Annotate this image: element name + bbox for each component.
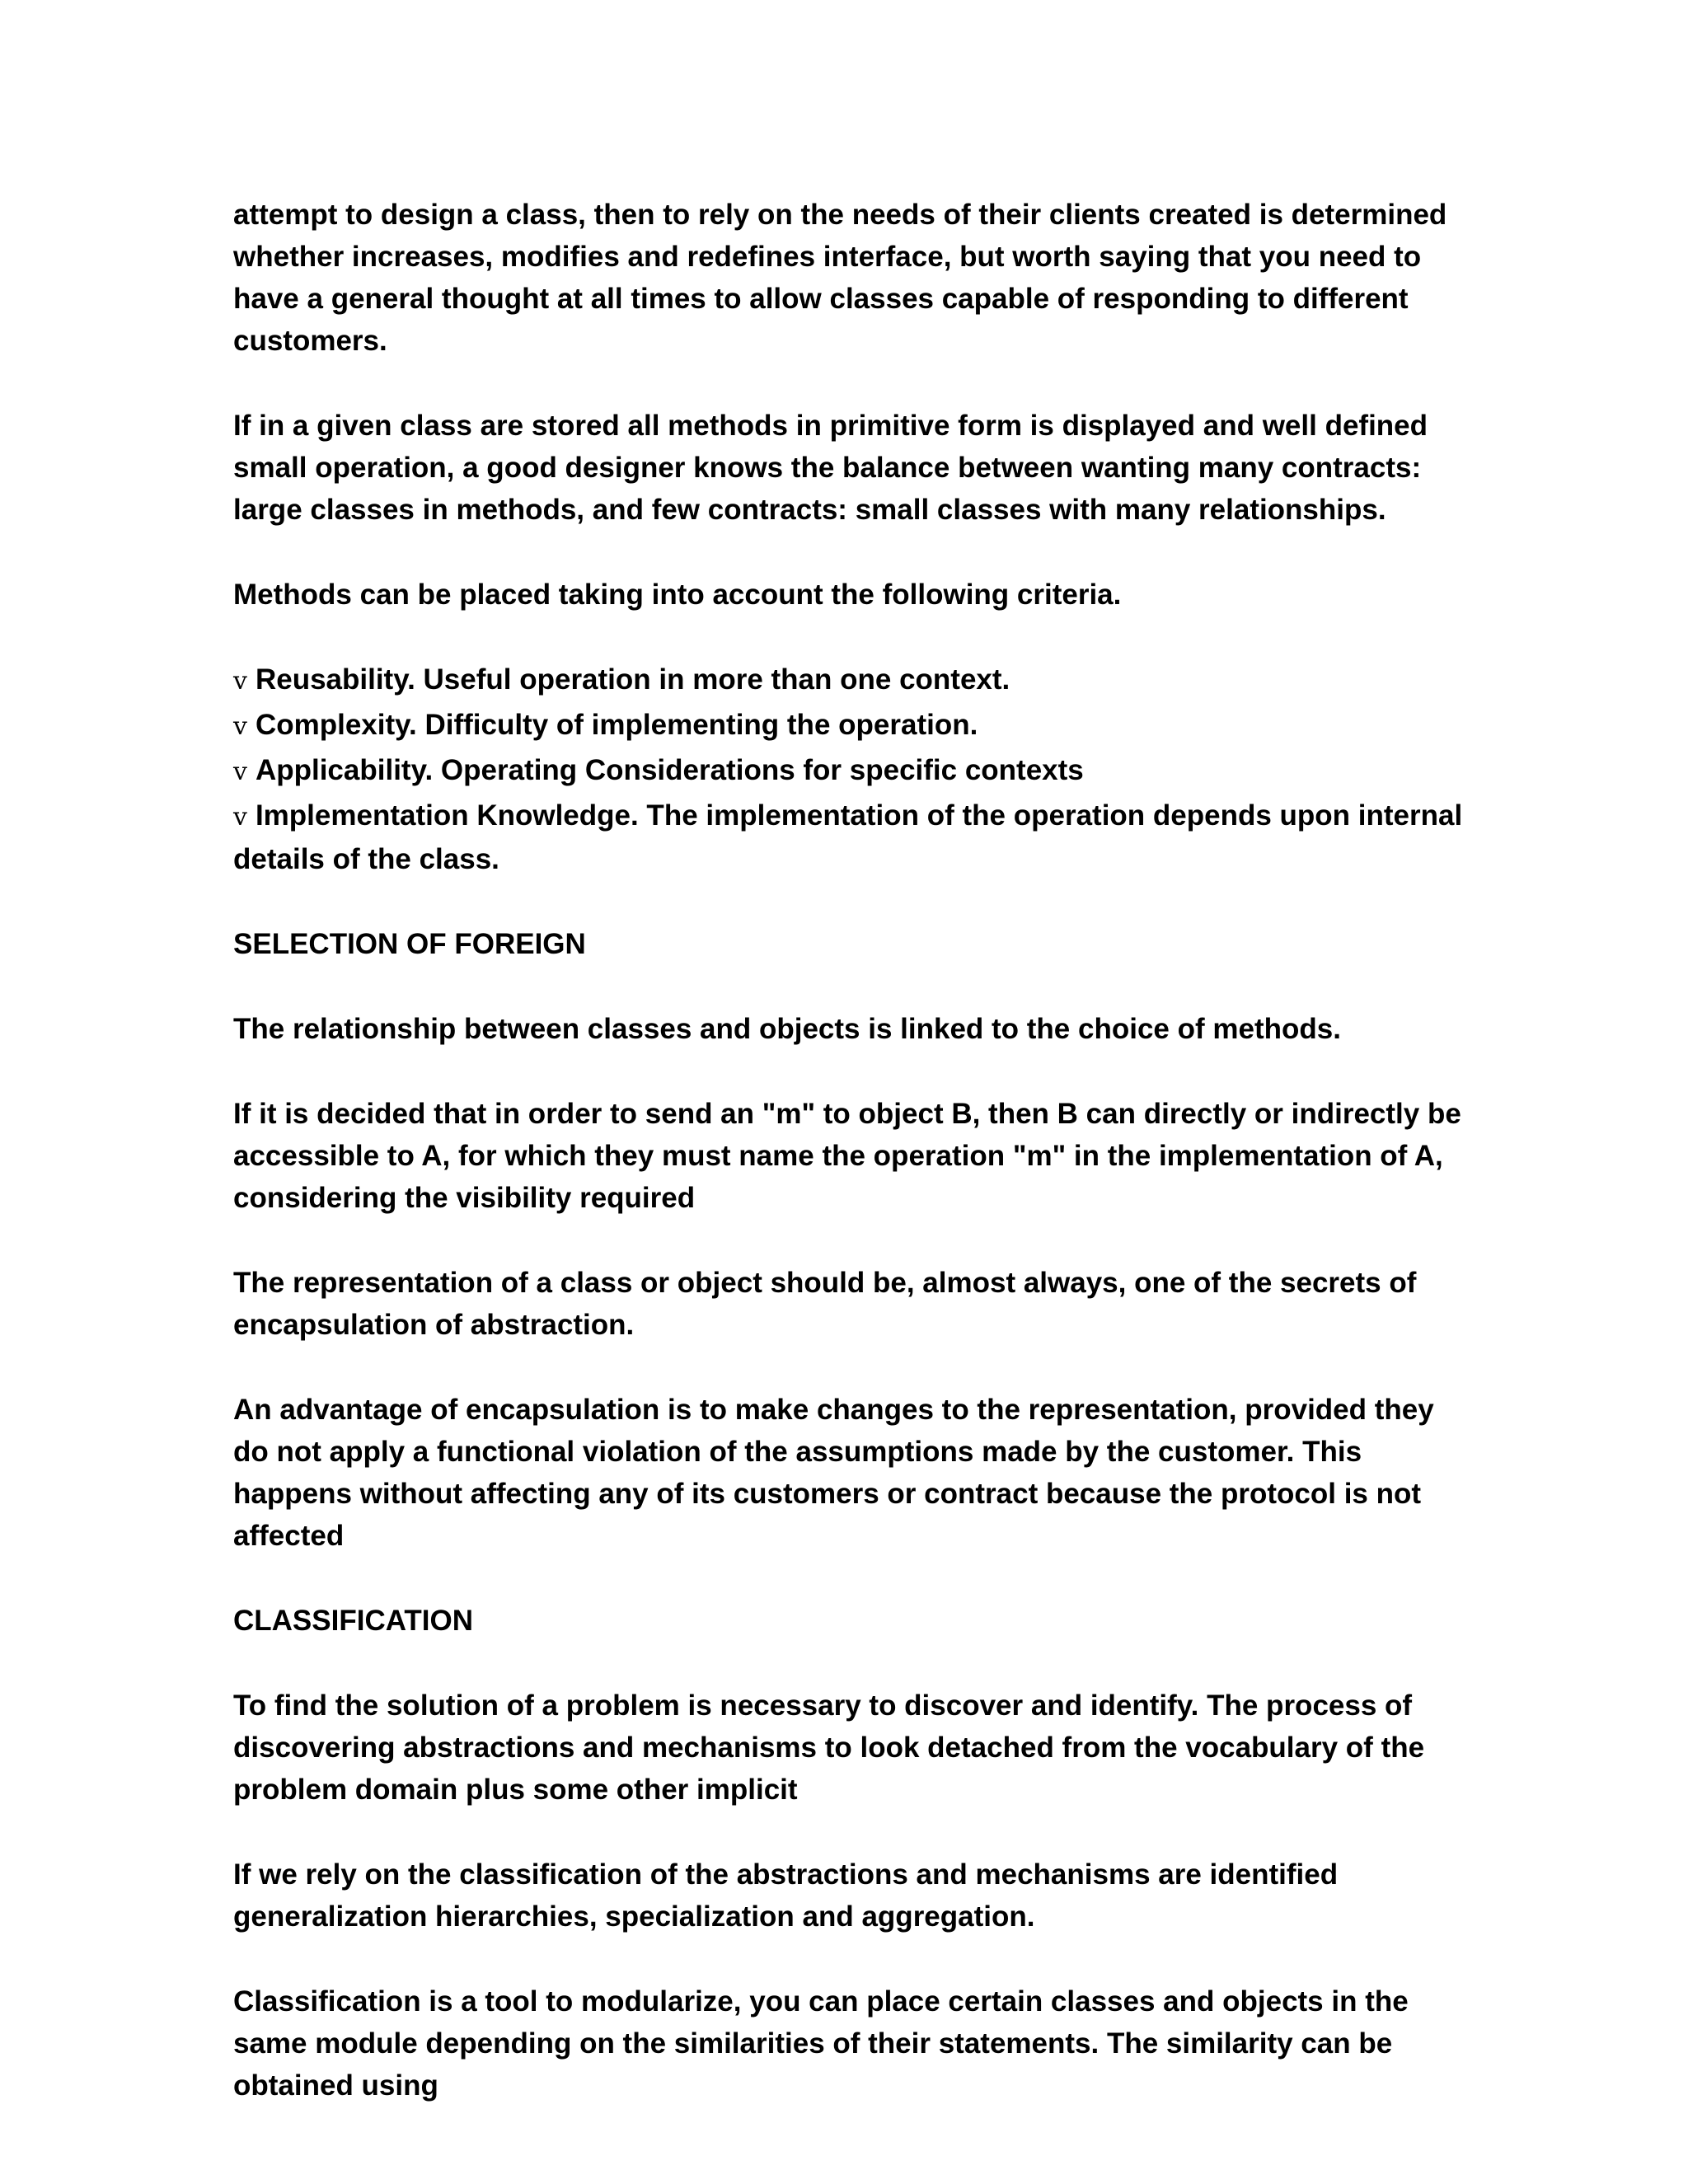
document-body xyxy=(233,194,1465,2149)
list-item xyxy=(233,658,1465,702)
list-item-text: Applicability. Operating Considerations for specific contexts xyxy=(255,754,1084,786)
list-item-text: Complexity. Difficulty of implementing the operation. xyxy=(255,709,978,741)
paragraph-primitive-methods: If in a given class are stored all methods in primitive form is displayed and well defined small operation, a good designer knows the balance between wanting many contracts: large classes in methods, and few contracts: small classes with many relationships. xyxy=(233,410,1428,526)
bullet-marker: v xyxy=(233,667,247,696)
paragraph-find-solution: To find the solution of a problem is necessary to discover and identify. The process of discovering abstractions and mechanisms to look detached from the vocabulary of the problem domain plus some other implicit xyxy=(233,1690,1425,1806)
paragraph-class-design: attempt to design a class, then to rely on the needs of their clients created is determined whether increases, modifies and redefines interface, but worth saying that you need to have a general thought at all times to allow classes capable of responding to different customers. xyxy=(233,199,1447,357)
paragraph-relationship: The relationship between classes and objects is linked to the choice of methods. xyxy=(233,1013,1341,1045)
bullet-marker: v xyxy=(233,712,247,741)
bullet-marker: v xyxy=(233,803,247,832)
paragraph-send-m: If it is decided that in order to send an "m" to object B, then B can directly or indirectly be accessible to A, for which they must name the operation "m" in the implementation of A, considering the visibility required xyxy=(233,1098,1461,1214)
list-item xyxy=(233,794,1465,880)
section-heading-classification: CLASSIFICATION xyxy=(233,1605,474,1637)
list-item xyxy=(233,749,1465,793)
list-item-text: Reusability. Useful operation in more than one context. xyxy=(255,663,1010,696)
section-heading-foreign: SELECTION OF FOREIGN xyxy=(233,928,586,960)
paragraph-encapsulation: An advantage of encapsulation is to make changes to the representation, provided they do not apply a functional violation of the assumptions made by the customer. This happens without affecting any of its customers or contract because the protocol is not affected xyxy=(233,1394,1434,1552)
paragraph-criteria-intro: Methods can be placed taking into account the following criteria. xyxy=(233,579,1122,611)
paragraph-modularize: Classification is a tool to modularize, you can place certain classes and objects in the same module depending on the similarities of their statements. The similarity can be obtained using xyxy=(233,1985,1409,2102)
bullet-marker: v xyxy=(233,757,247,786)
criteria-list xyxy=(233,658,1465,880)
list-item-text: Implementation Knowledge. The implementation of the operation depends upon internal details of the class. xyxy=(233,799,1463,875)
paragraph-representation: The representation of a class or object should be, almost always, one of the secrets of encapsulation of abstraction. xyxy=(233,1267,1417,1341)
paragraph-hierarchies: If we rely on the classification of the abstractions and mechanisms are identified generalization hierarchies, specialization and aggregation. xyxy=(233,1858,1339,1933)
list-item xyxy=(233,704,1465,748)
